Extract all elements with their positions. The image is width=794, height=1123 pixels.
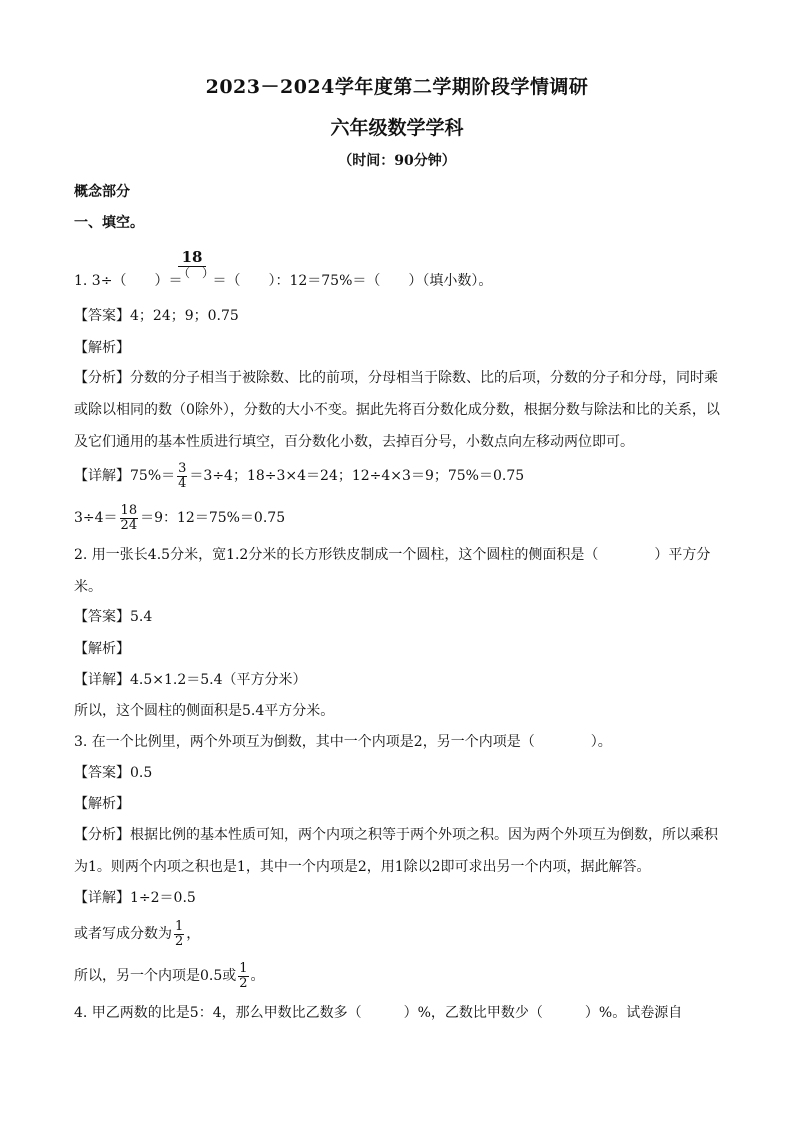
q1-detail2-den: 24 — [120, 517, 138, 533]
q1-detail2-fraction — [120, 504, 139, 533]
q3-concl-den: 2 — [239, 975, 248, 991]
q3-answer: 【答案】0.5 — [74, 765, 153, 781]
q3-alt-text-b: ， — [186, 926, 201, 942]
q1-fenxi: 【分析】分数的分子相当于被除数、比的前项，分母相当于除数、比的后项，分数的分子和分母，同时乘或除以相同的数（0除外），分数的大小不变。据此先将百分数化成分数，根据分数与除法和比的关系，以及它们通用的基本性质进行填空，百分数化小数，去掉百分号，小数点向左移动两位即可。 — [74, 370, 720, 450]
q3-fenxi: 【分析】根据比例的基本性质可知，两个内项之积等于两个外项之积。因为两个外项互为倒数，所以乘积为1。则两个内项之积也是1，其中一个内项是2，用1除以2即可求出另一个内项，据此解答。 — [74, 827, 718, 875]
q1-detail1-text-a: 【详解】75%＝ — [74, 468, 176, 484]
q1-answer: 【答案】4；24；9；0.75 — [74, 308, 239, 324]
q1-detail2-num: 18 — [120, 502, 138, 518]
q1-question-part-a: 1. 3÷（ ）＝ — [74, 273, 183, 289]
q3-alt-fraction-line — [74, 918, 200, 950]
q3-question: 3. 在一个比例里，两个外项互为倒数，其中一个内项是2，另一个内项是（ ）。 — [74, 734, 612, 750]
q1-detail-line1 — [74, 460, 524, 492]
q1-detail1-fraction — [177, 462, 187, 491]
q3-detail: 【详解】1÷2＝0.5 — [74, 890, 196, 906]
q3-conclusion-line — [74, 960, 265, 992]
part-heading: 一、填空。 — [74, 215, 144, 231]
q3-concl-fraction — [238, 962, 248, 991]
q3-alt-den: 2 — [175, 933, 184, 949]
exam-time: （时间：90分钟） — [338, 153, 456, 169]
q1-detail1-text-b: ＝3÷4；18÷3×4＝24；12÷4×3＝9；75%＝0.75 — [189, 468, 525, 484]
q1-detail2-text-a: 3÷4＝ — [74, 510, 118, 526]
exam-title: 2023－2024学年度第二学期阶段学情调研 — [205, 76, 589, 98]
q3-concl-text-a: 所以，另一个内项是0.5或 — [74, 968, 237, 984]
q2-detail: 【详解】4.5×1.2＝5.4（平方分米） — [74, 672, 307, 688]
q3-analysis-label: 【解析】 — [74, 796, 130, 812]
q1-question-part-b: ＝（ ）：12＝75%＝（ ）（填小数）。 — [212, 273, 493, 289]
exam-subject: 六年级数学学科 — [330, 117, 464, 139]
section-heading: 概念部分 — [74, 184, 130, 200]
q2-conclusion: 所以，这个圆柱的侧面积是5.4平方分米。 — [74, 703, 335, 719]
q1-detail1-num: 3 — [178, 460, 187, 476]
q4-question: 4. 甲乙两数的比是5：4，那么甲数比乙数多（ ）%，乙数比甲数少（ ）%。试卷源自 — [74, 1005, 683, 1021]
q2-question: 2. 用一张长4.5分米，宽1.2分米的长方形铁皮制成一个圆柱，这个圆柱的侧面积是（ ）平方分米。 — [74, 547, 711, 595]
q1-analysis-label: 【解析】 — [74, 340, 130, 356]
q3-alt-num: 1 — [175, 918, 184, 934]
q1-fraction-numerator: 18 — [178, 248, 206, 267]
q2-analysis-label: 【解析】 — [74, 641, 130, 657]
q1-detail1-den: 4 — [178, 475, 187, 491]
q3-concl-text-b: 。 — [250, 968, 265, 984]
q1-fraction-denominator: （ ） — [178, 266, 215, 280]
q3-concl-num: 1 — [239, 960, 248, 976]
q1-detail2-text-b: ＝9：12＝75%＝0.75 — [140, 510, 286, 526]
q3-alt-fraction — [174, 920, 184, 949]
q3-alt-text-a: 或者写成分数为 — [74, 926, 172, 942]
q1-question — [74, 271, 492, 291]
q1-detail-line2 — [74, 502, 285, 534]
q2-answer: 【答案】5.4 — [74, 609, 153, 625]
